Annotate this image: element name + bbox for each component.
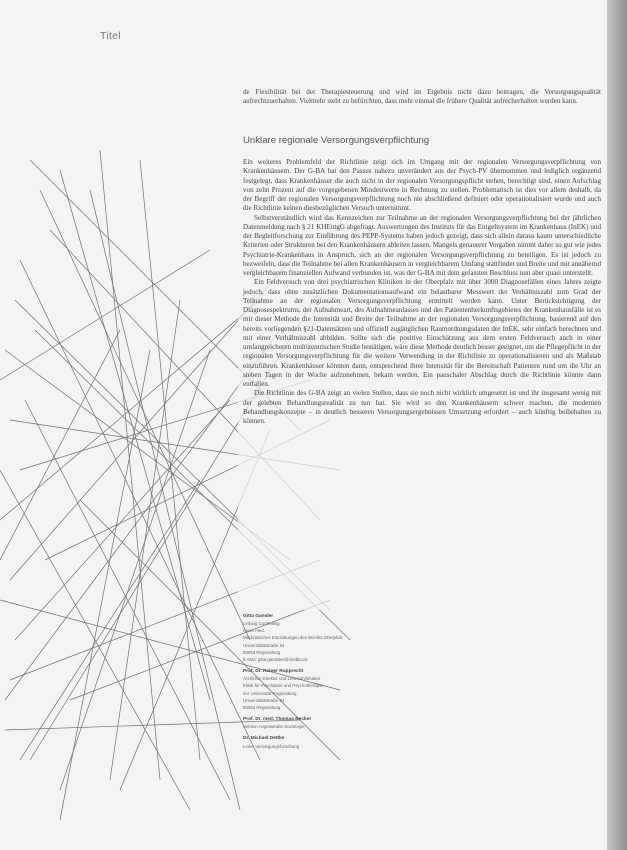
- article-body: [243, 88, 601, 107]
- author-name: Prof. Dr. med. Thomas Becker: [243, 717, 312, 723]
- author-line: Medizinisches Einrichtungen des Bezirks Oberpfalz: [243, 635, 343, 641]
- author-line: Leiter Versorgungsforschung: [243, 743, 300, 749]
- author-line: Ärztlicher Direktor und Lehrstuhlinhaber: [243, 676, 321, 682]
- author-line: der Universität Regensburg: [243, 690, 297, 696]
- author-line: Sektion Angewandte Soziologie: [243, 724, 305, 730]
- author-line: Universitätsstraße 84: [243, 697, 285, 703]
- author-name: Dr. Michael Dettke: [243, 736, 285, 742]
- author-name: Prof. Dr. Rainer Rupprecht: [243, 669, 304, 675]
- author-line: Universitätsstraße 84: [243, 642, 285, 648]
- author-entry: [243, 613, 443, 663]
- paragraph: Ein weiteres Problemfeld der Richtlinie zeigt sich im Umgang mit der regionalen Versorgungsverpflichtung von Krankenhäusern. Der G-BA hat den Passus nahezu unverändert aus der Psych-PV übernommen und lediglich ergänzend festgelegt, dass Krankenhäuser die auch nicht in der regionalen Versorgungspflicht stehen, berechtigt sind, einen Aufschlag von zehn Prozent auf die vorgegebenen Mindestwerte in Rechnung zu stellen. Problematisch ist dies vor allem deshalb, da der Begriff der regionalen Versorgungsverpflichtung noch nie abschließend definiert oder operationalisiert wurde und auch die Richtlinie keinen diesbezüglichen Versuch unternimmt.: [243, 158, 601, 213]
- article-paragraphs: [243, 158, 601, 426]
- book-spine-shadow: [607, 0, 627, 850]
- author-line: Kuwo med.: [243, 628, 265, 634]
- paragraph: Ein Feldversuch von drei psychiatrischen Kliniken in der Oberpfalz mit über 3000 Diagnosefällen eines Jahres zeigte jedoch, dass ohne zusätzlichen Dokumentationsaufwand ein belastbarer Messwert der Verhältniszahl zum Grad der Teilnahme an der regionalen Versorgungsverpflichtung ermittelt werden kann. Unter Berücksichtigung der Diagnosespektrums, der Aufnahmeart, des Aufnahmeanlasses und des Patientenherkunftsgebietes der Krankenhausfälle ist es mit dieser Methode die Intensität und Breite der Teilnahme an der regionalen Versorgungsverpflichtung, basierend auf den bereits vorliegenden §21-Datensätzen und offiziell zugänglichen Raumordnungsdaten der InEK, sehr einfach berechnen und mit einer Verhältniszahl abbilden. Sollte sich die positive Einschätzung aus dem ersten Feldversuch auch in einer umfangreicheren multizentrischen Studie bestätigen, wäre diese Methode deutlich besser geeignet, um die Pflegepflicht in der regionalen Versorgungsverpflichtung für die weitere Verwendung in der Richtlinie zu operationalisieren und als Maßstab einzuführen. Krankenhäuser könnten dann, entsprechend ihrer Intensität für die Bereitschaft Patienten rund um die Uhr an sieben Tagen in der Woche aufzunehmen, bekam werden. Ein pauschaler Abschlag durch die Richtlinie könnte dann entfallen.: [243, 278, 601, 388]
- paragraph: Die Richtlinie des G-BA zeigt an vielen Stellen, dass sie noch nicht wirklich umgesetzt ist und ihr insgesamt wenig mit der gelebten Behandlungsrealität zu tun hat. Sie wird so den Krankenhäusern schwer machen, die modernen Behandlungskonzepte – in deutlich besseren Versorgungsergebnissen Umsetzung erfordert – auch künftig beibehalten zu können.: [243, 389, 601, 425]
- author-line: Klinik für Psychiatrie und Psychotherapie: [243, 683, 323, 689]
- paragraph: Selbstverständlich wird das Kennzeichen zur Teilnahme an der regionalen Versorgungsverpflichtung bei der jährlichen Datenmeldung nach § 21 KHEntgG abgefragt. Auswertungen des Instituts für das Entgeltsystem im Krankenhaus (InEK) und der Begleitforschung zur Einführung des PEPP-Systems haben jedoch gezeigt, dass sich allein daraus kaum unterschiedliche Kriterien oder Strukturen bei den Krankenhäusern ableiten lassen. Mangels genauerer Vorgaben nimmt daher so gut wie jedes Psychiatrie-Krankenhaus in Anspruch, sich an der regionalen Versorgungsverpflichtung zu beteiligen. Es ist jedoch zu bezweifeln, dass die Teilnahme bei allen Krankenhäusern in vergleichbarem Umfang stattfindet und Breite und mit annähernd vergleichbarem finanziellen Aufwand verbunden ist, was der G-BA mit dem gefassten Beschluss nun aber quasi unterstellt.: [243, 213, 601, 277]
- author-entry: [243, 716, 443, 730]
- section-heading: Unklare regionale Versorgungsverpflichtung: [243, 135, 430, 146]
- page-header-title: Titel: [100, 30, 121, 42]
- intro-paragraph: de Flexibilität bei der Therapiesteuerung und wird im Ergebnis nicht dazu beitragen, die Versorgungsqualität aufrechtzuerhalten. Vielmehr steht zu befürchten, dass mehr einmal die frühere Qualität aufrecherhalten werden kann.: [243, 88, 601, 106]
- author-email[interactable]: E-Mail: gitta.ganssler@medbo.de: [243, 656, 308, 662]
- author-line: 93053 Regensburg: [243, 704, 281, 710]
- author-entry: [243, 735, 443, 749]
- author-entry: [243, 668, 443, 711]
- author-line: 93053 Regensburg: [243, 649, 281, 655]
- author-name: Gitta Gansler: [243, 614, 274, 619]
- author-line: Leitung Controlling: [243, 621, 280, 627]
- author-block: [243, 613, 443, 755]
